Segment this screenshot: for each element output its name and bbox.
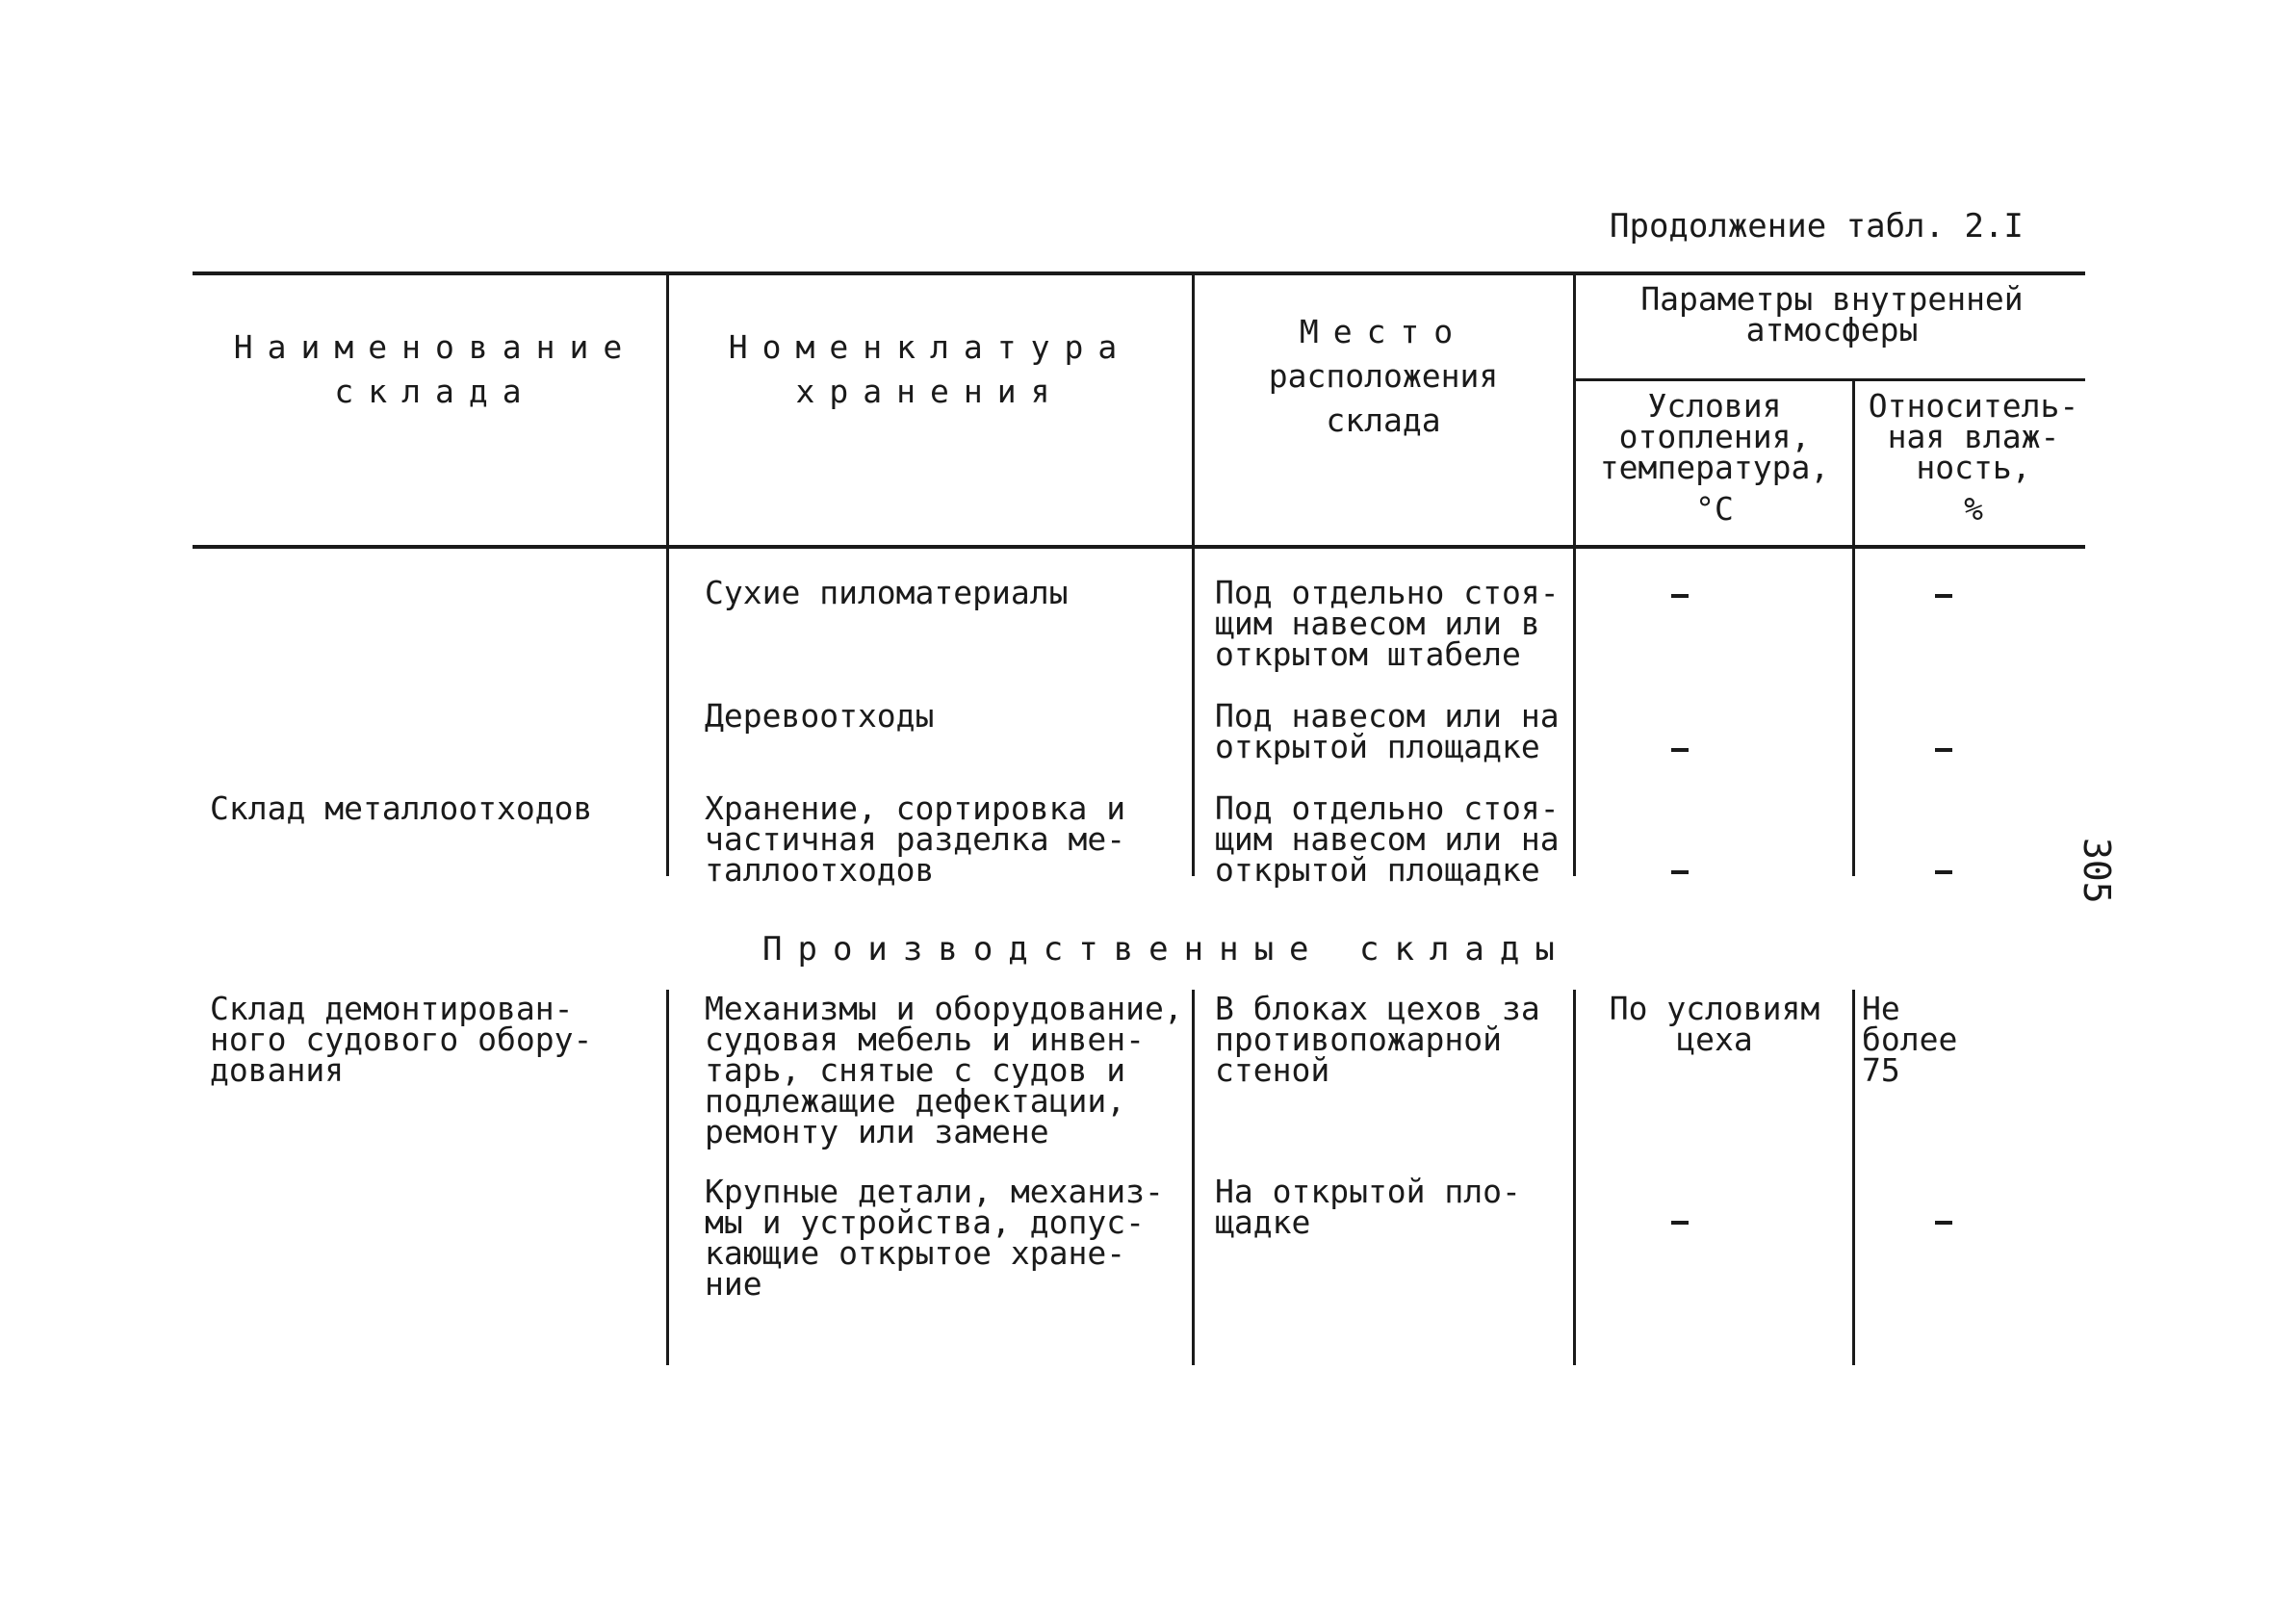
row-0-location: Под отдельно стоя- щим навесом или в открытом штабеле [1215,574,1560,673]
header-bottom-rule [193,545,2085,549]
row-0-heating-dash [1671,594,1689,598]
header-nomenclature-line2: хранения [795,373,1065,410]
header-heating: Условия отопления, температура, [1599,387,1830,486]
table-caption: Продолжение табл. 2.I [1610,207,2024,245]
col-divider-2-lower [1192,990,1195,1365]
row-2-humidity-dash [1935,870,1952,874]
row-4-location: На открытой пло- щадке [1215,1173,1521,1241]
header-params: Параметры внутренней атмосферы [1640,280,2024,349]
header-location-line3: склада [1326,401,1441,439]
col-divider-1 [666,271,669,876]
header-humidity-unit: % [1964,490,1983,528]
col-divider-3 [1573,271,1576,876]
row-2-nomenclature: Хранение, сортировка и частичная разделка ме- таллоотходов [705,789,1126,889]
row-4-humidity-dash [1935,1221,1952,1225]
row-1-heating-dash [1671,748,1689,752]
row-3-humidity: Не более 75 [1862,990,1958,1089]
col-divider-1-lower [666,990,669,1365]
table-top-rule [193,271,2085,275]
page-number: 305 [2076,838,2118,904]
row-1-location: Под навесом или на открытой площадке [1215,697,1560,765]
row-0-nomenclature: Сухие пиломатериалы [705,574,1069,611]
row-2-heating-dash [1671,870,1689,874]
header-heating-unit: °C [1695,490,1734,528]
header-humidity: Относитель- ная влаж- ность, [1868,387,2079,486]
row-1-nomenclature: Деревоотходы [705,697,935,735]
row-1-humidity-dash [1935,748,1952,752]
row-4-nomenclature: Крупные детали, механиз- мы и устройства, допус- кающие открытое хране- ние [705,1173,1164,1303]
row-3-heating: По условиям цеха [1609,990,1820,1058]
header-name-line2: склада [334,373,536,410]
row-3-location: В блоках цехов за противопожарной стеной [1215,990,1540,1089]
row-4-heating-dash [1671,1221,1689,1225]
section-title: Производственные склады [762,930,1570,969]
row-3-nomenclature: Механизмы и оборудование, судовая мебель и инвен- тарь, снятые с судов и подлежащие дефектации, ремонту или замене [705,990,1183,1150]
row-2-name: Склад металлоотходов [210,789,593,827]
col-divider-3-lower [1573,990,1576,1365]
col-divider-2 [1192,271,1195,876]
col-divider-4-lower [1852,990,1855,1365]
params-divider-rule [1575,378,2085,381]
col-divider-4 [1852,379,1855,876]
header-location-line1: Место [1299,313,1468,350]
header-name-line1: Наименование [233,328,637,366]
header-nomenclature-line1: Номенклатура [728,328,1132,366]
row-0-humidity-dash [1935,594,1952,598]
row-2-location: Под отдельно стоя- щим навесом или на открытой площадке [1215,789,1560,889]
header-location-line2: расположения [1268,357,1499,395]
row-3-name: Склад демонтирован- ного судового обору- дования [210,990,593,1089]
